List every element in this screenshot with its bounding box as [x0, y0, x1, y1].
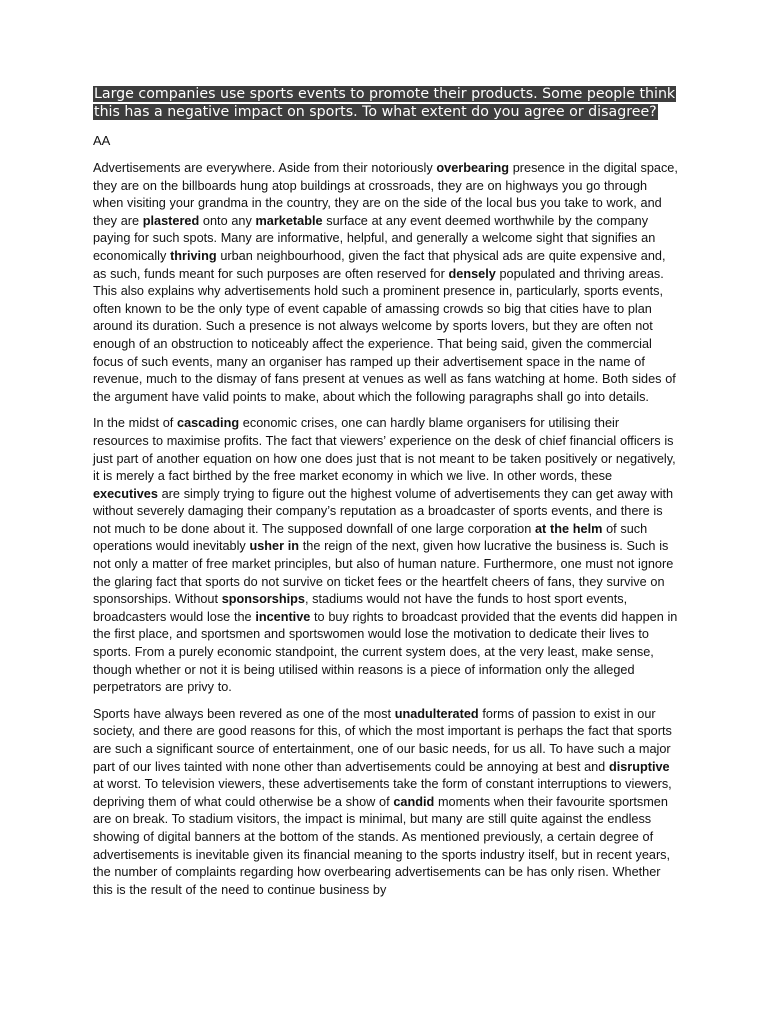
bold-vocabulary-term: incentive [255, 609, 311, 624]
paragraph-text: , stadiums would not have the funds to host sport events, broadcasters would lose the [93, 592, 628, 624]
bold-vocabulary-term: candid [393, 794, 435, 809]
paragraph-text: In the midst of [93, 416, 178, 431]
paragraph-text: the reign of the next, given how lucrative the business is. Such is not only a matter of free market principles, but also of human nature. Furthermore, one must not ignore the glaring fact that sports do not survive on ticket fees or the heartfelt cheers of fans, they survive on sponsorships. Without [93, 539, 674, 607]
bold-vocabulary-term: densely [448, 266, 496, 281]
selected-text-highlight[interactable]: Large companies use sports events to promote their products. Some people think this has a negative impact on sports. To what extent do you agree or disagree? [94, 86, 676, 120]
document-page [93, 86, 678, 908]
bold-vocabulary-term: thriving [170, 248, 217, 263]
author-initials: AA [93, 133, 111, 149]
paragraph-text: Sports have always been revered as one of the most [93, 706, 395, 721]
essay-paragraph [93, 160, 678, 406]
paragraph-text: Advertisements are everywhere. Aside from their notoriously [93, 161, 437, 175]
paragraph-text: forms of passion to exist in our society, and there are good reasons for this, of which the most important is perhaps the fact that sports are such a significant source of entertainment, one of our basic needs, for us all. To have such a major part of our lives tainted with none other than advertisements could be annoying at best and [93, 706, 672, 774]
bold-vocabulary-term: at the helm [535, 521, 603, 536]
bold-vocabulary-term: sponsorships [221, 592, 305, 607]
paragraph-text: to buy rights to broadcast provided that the events did happen in the first place, and sportsmen and sportswomen would lose the motivation to dedicate their lives to sports. From a purely economic standpoint, the current system does, at the very least, make sense, though whether or not it is being utilised within reasons is a piece of information only the alleged perpetrators are privy to. [93, 609, 678, 695]
bold-vocabulary-term: overbearing [436, 161, 510, 175]
paragraph-text: economic crises, one can hardly blame organisers for utilising their resources to maximise profits. The fact that viewers’ experience on the desk of chief financial officers is just part of another equation on how one does just that is not meant to be taken positively or negatively, it is merely a fact birthed by the free market economy in which we live. In other words, these [93, 416, 676, 484]
paragraph-text: urban neighbourhood, given the fact that physical ads are quite expensive and, as such, funds meant for such purposes are often reserved for [93, 248, 666, 281]
paragraph-text: onto any [199, 213, 256, 228]
bold-vocabulary-term: disruptive [608, 759, 670, 774]
paragraph-text: presence in the digital space, they are on the billboards hung atop buildings at crossroads, they are on highways you go through when visiting your grandma in the country, they are on the side of the local bus you take to work, and they are [93, 161, 678, 228]
paragraph-text: moments when their favourite sportsmen are on break. To stadium visitors, the impact is minimal, but many are still quite against the endless showing of digital banners at the bottom of the stands. As mentioned previously, a certain degree of advertisements is inevitable given its financial meaning to the sports industry itself, but in recent years, the number of complaints regarding how overbearing advertisements can be has only risen. Whether this is the result of the need to continue business by [93, 794, 671, 897]
bold-vocabulary-term: usher in [249, 539, 300, 554]
paragraph-text: surface at any event deemed worthwhile by the company paying for such spots. Many are informative, helpful, and generally a welcome sight that signifies an economically [93, 213, 656, 263]
bold-vocabulary-term: cascading [177, 416, 240, 431]
bold-vocabulary-term: unadulterated [394, 706, 479, 721]
paragraph-text: at worst. To television viewers, these advertisements take the form of constant interruptions to viewers, depriving them of what could otherwise be a show of [93, 777, 672, 809]
bold-vocabulary-term: plastered [142, 213, 200, 228]
bold-vocabulary-term: executives [93, 486, 158, 501]
essay-paragraph [93, 706, 678, 900]
essay-body [93, 160, 678, 899]
paragraph-text: are simply trying to figure out the highest volume of advertisements they can get away with without severely damaging their company’s reputation as a broadcaster of sports events, and there is not much to be done about it. The supposed downfall of one large corporation [93, 486, 674, 536]
paragraph-text: of such operations would inevitably [93, 521, 648, 554]
paragraph-text: populated and thriving areas. This also explains why advertisements hold such a prominent presence in, particularly, sports events, often known to be the only type of event capable of amassing crowds so big that cities have to plan around its duration. Such a presence is not always welcome by sports lovers, but they are often not enough of an obstruction to noticeably affect the experience. That being said, given the commercial focus of such events, many an organiser has ramped up their advertisement space in the name of revenue, much to the dismay of fans present at venues as well as fans watching at home. Both sides of the argument have valid points to make, about which the following paragraphs shall go into details. [93, 266, 676, 404]
bold-vocabulary-term: marketable [255, 213, 323, 228]
essay-prompt-title [93, 86, 678, 121]
essay-paragraph [93, 415, 678, 697]
